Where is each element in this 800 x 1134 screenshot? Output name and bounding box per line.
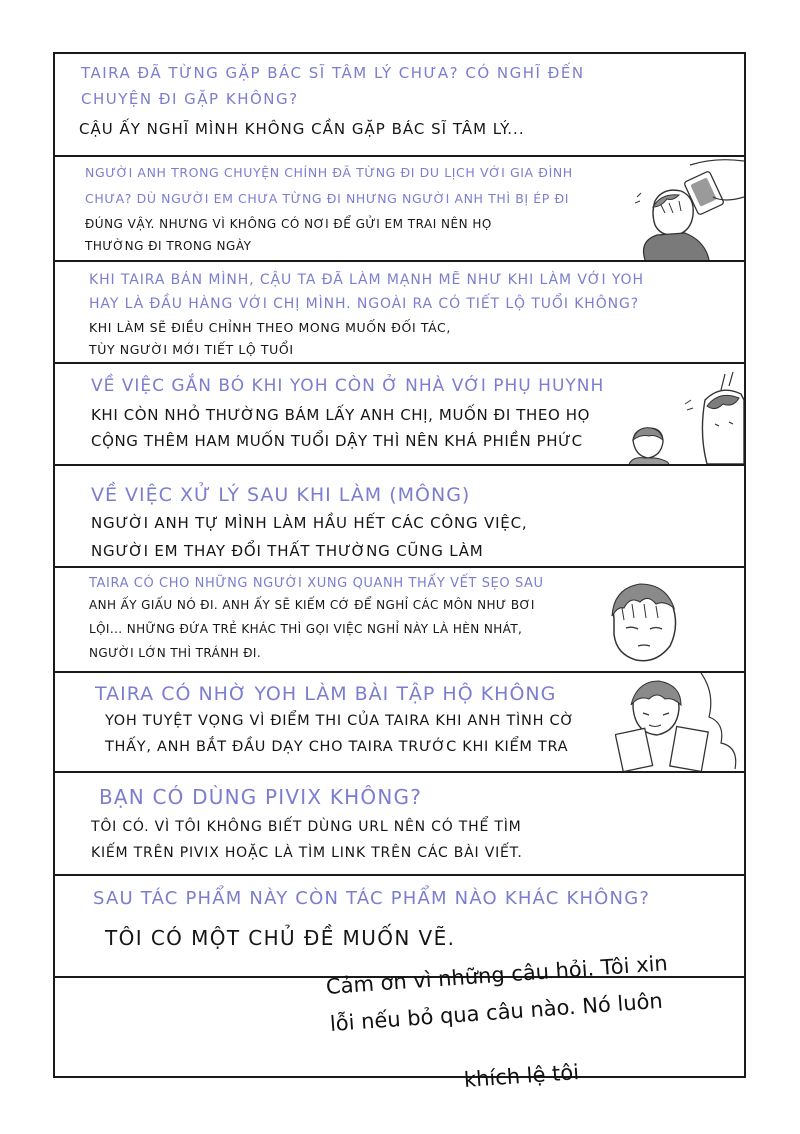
question-3-line-1: KHI TAIRA BÁN MÌNH, CẬU TA ĐÃ LÀM MẠNH MẼ NHƯ KHI LÀM VỚI YOH <box>89 272 644 288</box>
answer-6-line-3: NGƯỜI LỚN THÌ TRÁNH ĐI. <box>89 646 262 660</box>
answer-8-line-2: KIẾM TRÊN PIVIX HOẶC LÀ TÌM LINK TRÊN CÁC BÀI VIẾT. <box>91 845 523 861</box>
answer-4-line-2: CỘNG THÊM HAM MUỐN TUỔI DẬY THÌ NÊN KHÁ PHIỀN PHỨC <box>91 432 583 450</box>
answer-2-line-1: ĐÚNG VẬY. NHƯNG VÌ KHÔNG CÓ NƠI ĐỂ GỬI EM TRAI NÊN HỌ <box>85 217 492 231</box>
question-6-line-1: TAIRA CÓ CHO NHỮNG NGƯỜI XUNG QUANH THẤY VẾT SẸO SAU <box>89 576 544 591</box>
question-4-line-1: VỀ VIỆC GẮN BÓ KHI YOH CÒN Ở NHÀ VỚI PHỤ HUYNH <box>91 376 605 396</box>
question-8-line-1: BẠN CÓ DÙNG PIVIX KHÔNG? <box>99 785 423 809</box>
question-2-line-1: NGƯỜI ANH TRONG CHUYỆN CHÍNH ĐÃ TỪNG ĐI DU LỊCH VỚI GIA ĐÌNH <box>85 165 573 180</box>
answer-9-line-1: TÔI CÓ MỘT CHỦ ĐỀ MUỐN VẼ. <box>105 926 456 950</box>
answer-5-line-1: NGƯỜI ANH TỰ MÌNH LÀM HẦU HẾT CÁC CÔNG VIỆC, <box>91 514 528 532</box>
sketch-two-boys-icon <box>615 364 744 464</box>
qa-item-8 <box>55 773 744 876</box>
answer-5-line-2: NGƯỜI EM THAY ĐỔI THẤT THƯỜNG CŨNG LÀM <box>91 542 484 560</box>
question-1-line-1: TAIRA ĐÃ TỪNG GẶP BÁC SĨ TÂM LÝ CHƯA? CÓ NGHĨ ĐẾN <box>81 64 585 82</box>
answer-8-line-1: TÔI CÓ. VÌ TÔI KHÔNG BIẾT DÙNG URL NÊN CÓ THỂ TÌM <box>91 819 522 835</box>
qa-item-1 <box>55 54 744 157</box>
qa-item-6 <box>55 568 744 673</box>
qa-item-9 <box>55 876 744 978</box>
qa-item-3 <box>55 262 744 364</box>
answer-2-line-2: THƯỜNG ĐI TRONG NGÀY <box>85 239 252 253</box>
answer-7-line-1: YOH TUYỆT VỌNG VÌ ĐIỂM THI CỦA TAIRA KHI ANH TÌNH CỜ <box>105 713 575 729</box>
question-5-line-1: VỀ VIỆC XỬ LÝ SAU KHI LÀM (MÔNG) <box>91 484 471 506</box>
qa-item-7 <box>55 673 744 773</box>
sketch-tired-boy-icon <box>600 574 690 668</box>
answer-3-line-2: TÙY NGƯỜI MỚI TIẾT LỘ TUỔI <box>89 342 294 357</box>
qa-item-2 <box>55 157 744 262</box>
answer-6-line-2: LỘI... NHỮNG ĐỨA TRẺ KHÁC THÌ GỌI VIỆC NGHỈ NÀY LÀ HÈN NHÁT, <box>89 622 523 636</box>
qa-sheet <box>53 52 746 1078</box>
thanks-line-3: khích lệ tôi <box>463 1059 580 1092</box>
thanks-line-2: lỗi nếu bỏ qua câu nào. Nó luôn <box>329 988 664 1036</box>
qa-item-5 <box>55 466 744 568</box>
question-3-line-2: HAY LÀ ĐẦU HÀNG VỚI CHỊ MÌNH. NGOÀI RA CÓ TIẾT LỘ TUỔI KHÔNG? <box>89 296 640 312</box>
answer-4-line-1: KHI CÒN NHỎ THƯỜNG BÁM LẤY ANH CHỊ, MUỐN ĐI THEO HỌ <box>91 406 591 424</box>
answer-6-line-1: ANH ẤY GIẤU NÓ ĐI. ANH ẤY SẼ KIẾM CỚ ĐỂ NGHỈ CÁC MÔN NHƯ BƠI <box>89 598 535 612</box>
qa-item-4 <box>55 364 744 466</box>
question-1-line-2: CHUYỆN ĐI GẶP KHÔNG? <box>81 90 299 108</box>
answer-3-line-1: KHI LÀM SẼ ĐIỀU CHỈNH THEO MONG MUỐN ĐỐI TÁC, <box>89 320 451 335</box>
sketch-boy-with-papers-icon <box>615 673 744 773</box>
thanks-line-1: Cảm ơn vì những câu hỏi. Tôi xin <box>325 951 669 999</box>
question-9-line-1: SAU TÁC PHẨM NÀY CÒN TÁC PHẨM NÀO KHÁC KHÔNG? <box>93 888 651 909</box>
answer-7-line-2: THẤY, ANH BẮT ĐẦU DẠY CHO TAIRA TRƯỚC KHI KIỂM TRA <box>105 739 569 755</box>
question-2-line-2: CHƯA? DÙ NGƯỜI EM CHƯA TỪNG ĐI NHƯNG NGƯỜI ANH THÌ BỊ ÉP ĐI <box>85 191 570 206</box>
answer-1-line-1: CẬU ẤY NGHĨ MÌNH KHÔNG CẦN GẶP BÁC SĨ TÂM LÝ... <box>79 120 525 138</box>
question-7-line-1: TAIRA CÓ NHỜ YOH LÀM BÀI TẬP HỘ KHÔNG <box>95 683 557 705</box>
sketch-boy-with-phone-icon <box>595 157 744 260</box>
